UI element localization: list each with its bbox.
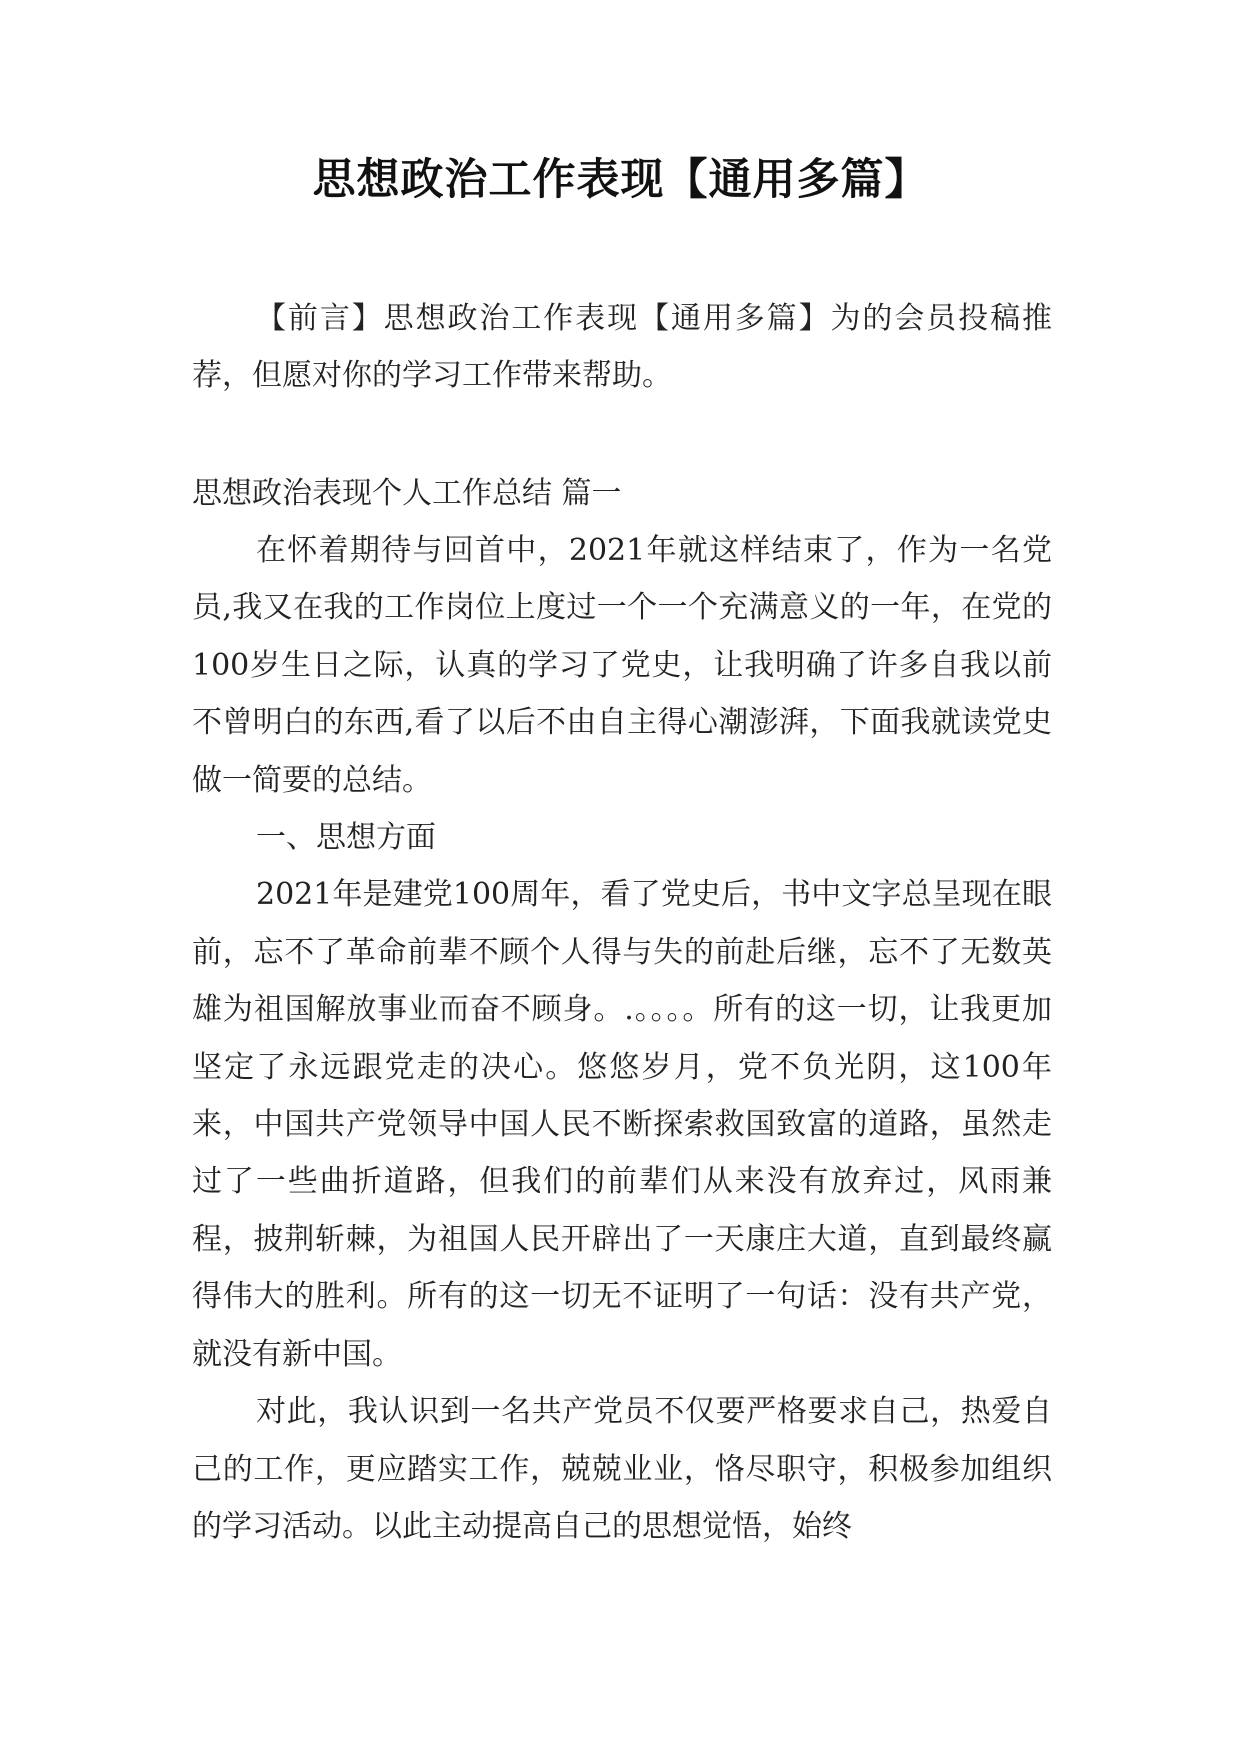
preface-paragraph: 【前言】思想政治工作表现【通用多篇】为的会员投稿推荐，但愿对你的学习工作带来帮助。: [192, 301, 1052, 394]
section-heading: 思想政治表现个人工作总结 篇一: [192, 476, 622, 511]
document-body: [192, 522, 1052, 1555]
body-paragraph: 2021年是建党100周年，看了党史后，书中文字总呈现在眼前，忘不了革命前辈不顾个人得与失的前赴后继，忘不了无数英雄为祖国解放事业而奋不顾身。.。。。。所有的这一切，让我更加坚定了永远跟党走的决心。悠悠岁月，党不负光阴，这100年来，中国共产党领导中国人民不断探索救国致富的道路，虽然走过了一些曲折道路，但我们的前辈们从来没有放弃过，风雨兼程，披荆斩棘，为祖国人民开辟出了一天康庄大道，直到最终赢得伟大的胜利。所有的这一切无不证明了一句话：没有共产党，就没有新中国。: [192, 877, 1052, 1372]
body-paragraph: 在怀着期待与回首中，2021年就这样结束了，作为一名党员,我又在我的工作岗位上度过一个一个充满意义的一年，在党的100岁生日之际，认真的学习了党史，让我明确了许多自我以前不曾明白的东西,看了以后不由自主得心潮澎湃，下面我就读党史做一简要的总结。: [192, 533, 1052, 798]
document-title: 思想政治工作表现【通用多篇】: [312, 155, 929, 205]
body-paragraph: 对此，我认识到一名共产党员不仅要严格要求自己，热爱自己的工作，更应踏实工作，兢兢业业，恪尽职守，积极参加组织的学习活动。以此主动提高自己的思想觉悟，始终: [192, 1394, 1052, 1544]
subsection-heading: 一、思想方面: [256, 820, 436, 856]
